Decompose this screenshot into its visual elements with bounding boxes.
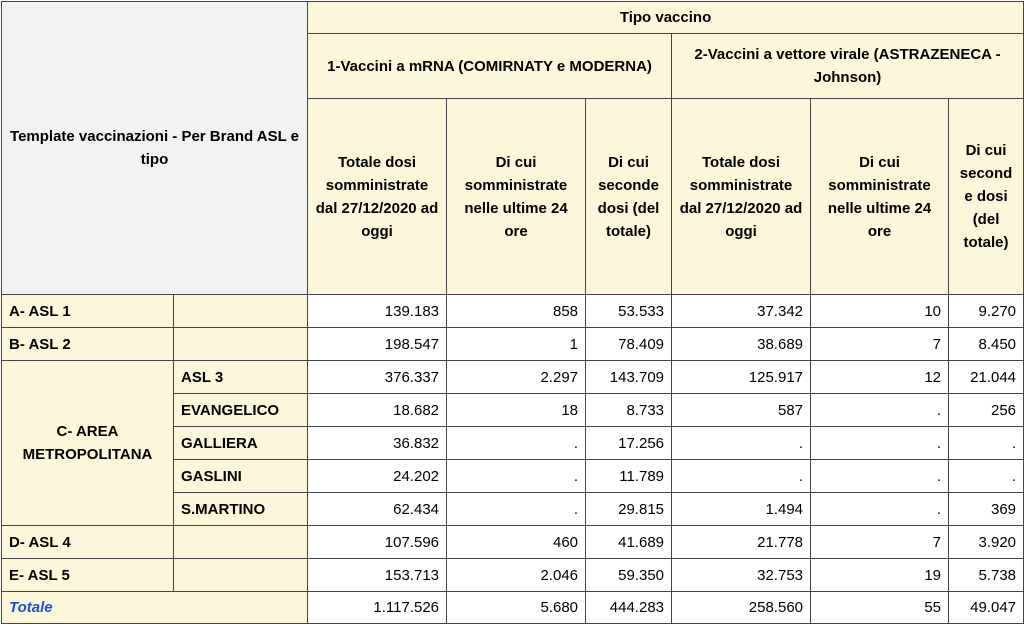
- value-cell: .: [811, 427, 949, 460]
- table-row: [2, 526, 1024, 559]
- table-row: [2, 559, 1024, 592]
- row-sublabel-empty: [174, 559, 308, 592]
- row-sublabel: ASL 3: [174, 361, 308, 394]
- value-cell: 18.682: [308, 394, 447, 427]
- value-cell: 12: [811, 361, 949, 394]
- value-cell: .: [447, 427, 586, 460]
- vaccine-type-group-header: Tipo vaccino: [308, 2, 1024, 34]
- row-sublabel-empty: [174, 295, 308, 328]
- viral-vector-vaccine-header: 2-Vaccini a vettore virale (ASTRAZENECA - Johnson): [672, 34, 1024, 99]
- vector-total-doses-header: Totale dosi somministrate dal 27/12/2020 ad oggi: [672, 99, 811, 295]
- value-cell: 1: [447, 328, 586, 361]
- value-cell: 7: [811, 526, 949, 559]
- row-label-asl4: D- ASL 4: [2, 526, 174, 559]
- mrna-vaccine-header: 1-Vaccini a mRNA (COMIRNATY e MODERNA): [308, 34, 672, 99]
- value-cell: 256: [949, 394, 1024, 427]
- row-sublabel: EVANGELICO: [174, 394, 308, 427]
- value-cell: 59.350: [586, 559, 672, 592]
- table-corner-label: Template vaccinazioni - Per Brand ASL e tipo: [2, 2, 308, 295]
- value-cell: 139.183: [308, 295, 447, 328]
- row-sublabel-empty: [174, 526, 308, 559]
- value-cell: 36.832: [308, 427, 447, 460]
- value-cell: 369: [949, 493, 1024, 526]
- value-cell: 2.297: [447, 361, 586, 394]
- value-cell: .: [447, 493, 586, 526]
- value-cell: .: [949, 427, 1024, 460]
- row-sublabel: GASLINI: [174, 460, 308, 493]
- value-cell: .: [447, 460, 586, 493]
- value-cell: 18: [447, 394, 586, 427]
- value-cell: 7: [811, 328, 949, 361]
- total-value-cell: 1.117.526: [308, 592, 447, 624]
- value-cell: 21.778: [672, 526, 811, 559]
- value-cell: 11.789: [586, 460, 672, 493]
- value-cell: .: [949, 460, 1024, 493]
- value-cell: 41.689: [586, 526, 672, 559]
- row-label-asl2: B- ASL 2: [2, 328, 174, 361]
- row-sublabel-empty: [174, 328, 308, 361]
- row-label-total: Totale: [2, 592, 308, 624]
- total-value-cell: 5.680: [447, 592, 586, 624]
- value-cell: 37.342: [672, 295, 811, 328]
- value-cell: 107.596: [308, 526, 447, 559]
- mrna-total-doses-header: Totale dosi somministrate dal 27/12/2020 ad oggi: [308, 99, 447, 295]
- value-cell: 198.547: [308, 328, 447, 361]
- value-cell: .: [811, 493, 949, 526]
- value-cell: 8.450: [949, 328, 1024, 361]
- value-cell: .: [672, 427, 811, 460]
- total-value-cell: 55: [811, 592, 949, 624]
- value-cell: 1.494: [672, 493, 811, 526]
- value-cell: 587: [672, 394, 811, 427]
- value-cell: 376.337: [308, 361, 447, 394]
- row-label-asl5: E- ASL 5: [2, 559, 174, 592]
- row-label-asl1: A- ASL 1: [2, 295, 174, 328]
- vector-last-24h-header: Di cui somministrate nelle ultime 24 ore: [811, 99, 949, 295]
- value-cell: 9.270: [949, 295, 1024, 328]
- value-cell: 78.409: [586, 328, 672, 361]
- value-cell: 125.917: [672, 361, 811, 394]
- value-cell: 460: [447, 526, 586, 559]
- value-cell: 2.046: [447, 559, 586, 592]
- row-sublabel: S.MARTINO: [174, 493, 308, 526]
- row-label-area-metropolitana: C- AREA METROPOLITANA: [2, 361, 174, 526]
- vector-second-doses-header: Di cui second e dosi (del totale): [949, 99, 1024, 295]
- table-row: [2, 328, 1024, 361]
- table-row: [2, 361, 1024, 394]
- value-cell: 21.044: [949, 361, 1024, 394]
- value-cell: 32.753: [672, 559, 811, 592]
- total-value-cell: 258.560: [672, 592, 811, 624]
- vaccination-table: [1, 1, 1024, 624]
- table-row: [2, 295, 1024, 328]
- value-cell: 53.533: [586, 295, 672, 328]
- value-cell: 5.738: [949, 559, 1024, 592]
- value-cell: .: [811, 460, 949, 493]
- value-cell: .: [811, 394, 949, 427]
- value-cell: 29.815: [586, 493, 672, 526]
- value-cell: 24.202: [308, 460, 447, 493]
- value-cell: 8.733: [586, 394, 672, 427]
- value-cell: 143.709: [586, 361, 672, 394]
- total-value-cell: 444.283: [586, 592, 672, 624]
- value-cell: 19: [811, 559, 949, 592]
- mrna-second-doses-header: Di cui seconde dosi (del totale): [586, 99, 672, 295]
- value-cell: 10: [811, 295, 949, 328]
- value-cell: 3.920: [949, 526, 1024, 559]
- value-cell: 62.434: [308, 493, 447, 526]
- value-cell: 17.256: [586, 427, 672, 460]
- mrna-last-24h-header: Di cui somministrate nelle ultime 24 ore: [447, 99, 586, 295]
- value-cell: 153.713: [308, 559, 447, 592]
- total-row: [2, 592, 1024, 624]
- total-value-cell: 49.047: [949, 592, 1024, 624]
- value-cell: 38.689: [672, 328, 811, 361]
- row-sublabel: GALLIERA: [174, 427, 308, 460]
- value-cell: .: [672, 460, 811, 493]
- value-cell: 858: [447, 295, 586, 328]
